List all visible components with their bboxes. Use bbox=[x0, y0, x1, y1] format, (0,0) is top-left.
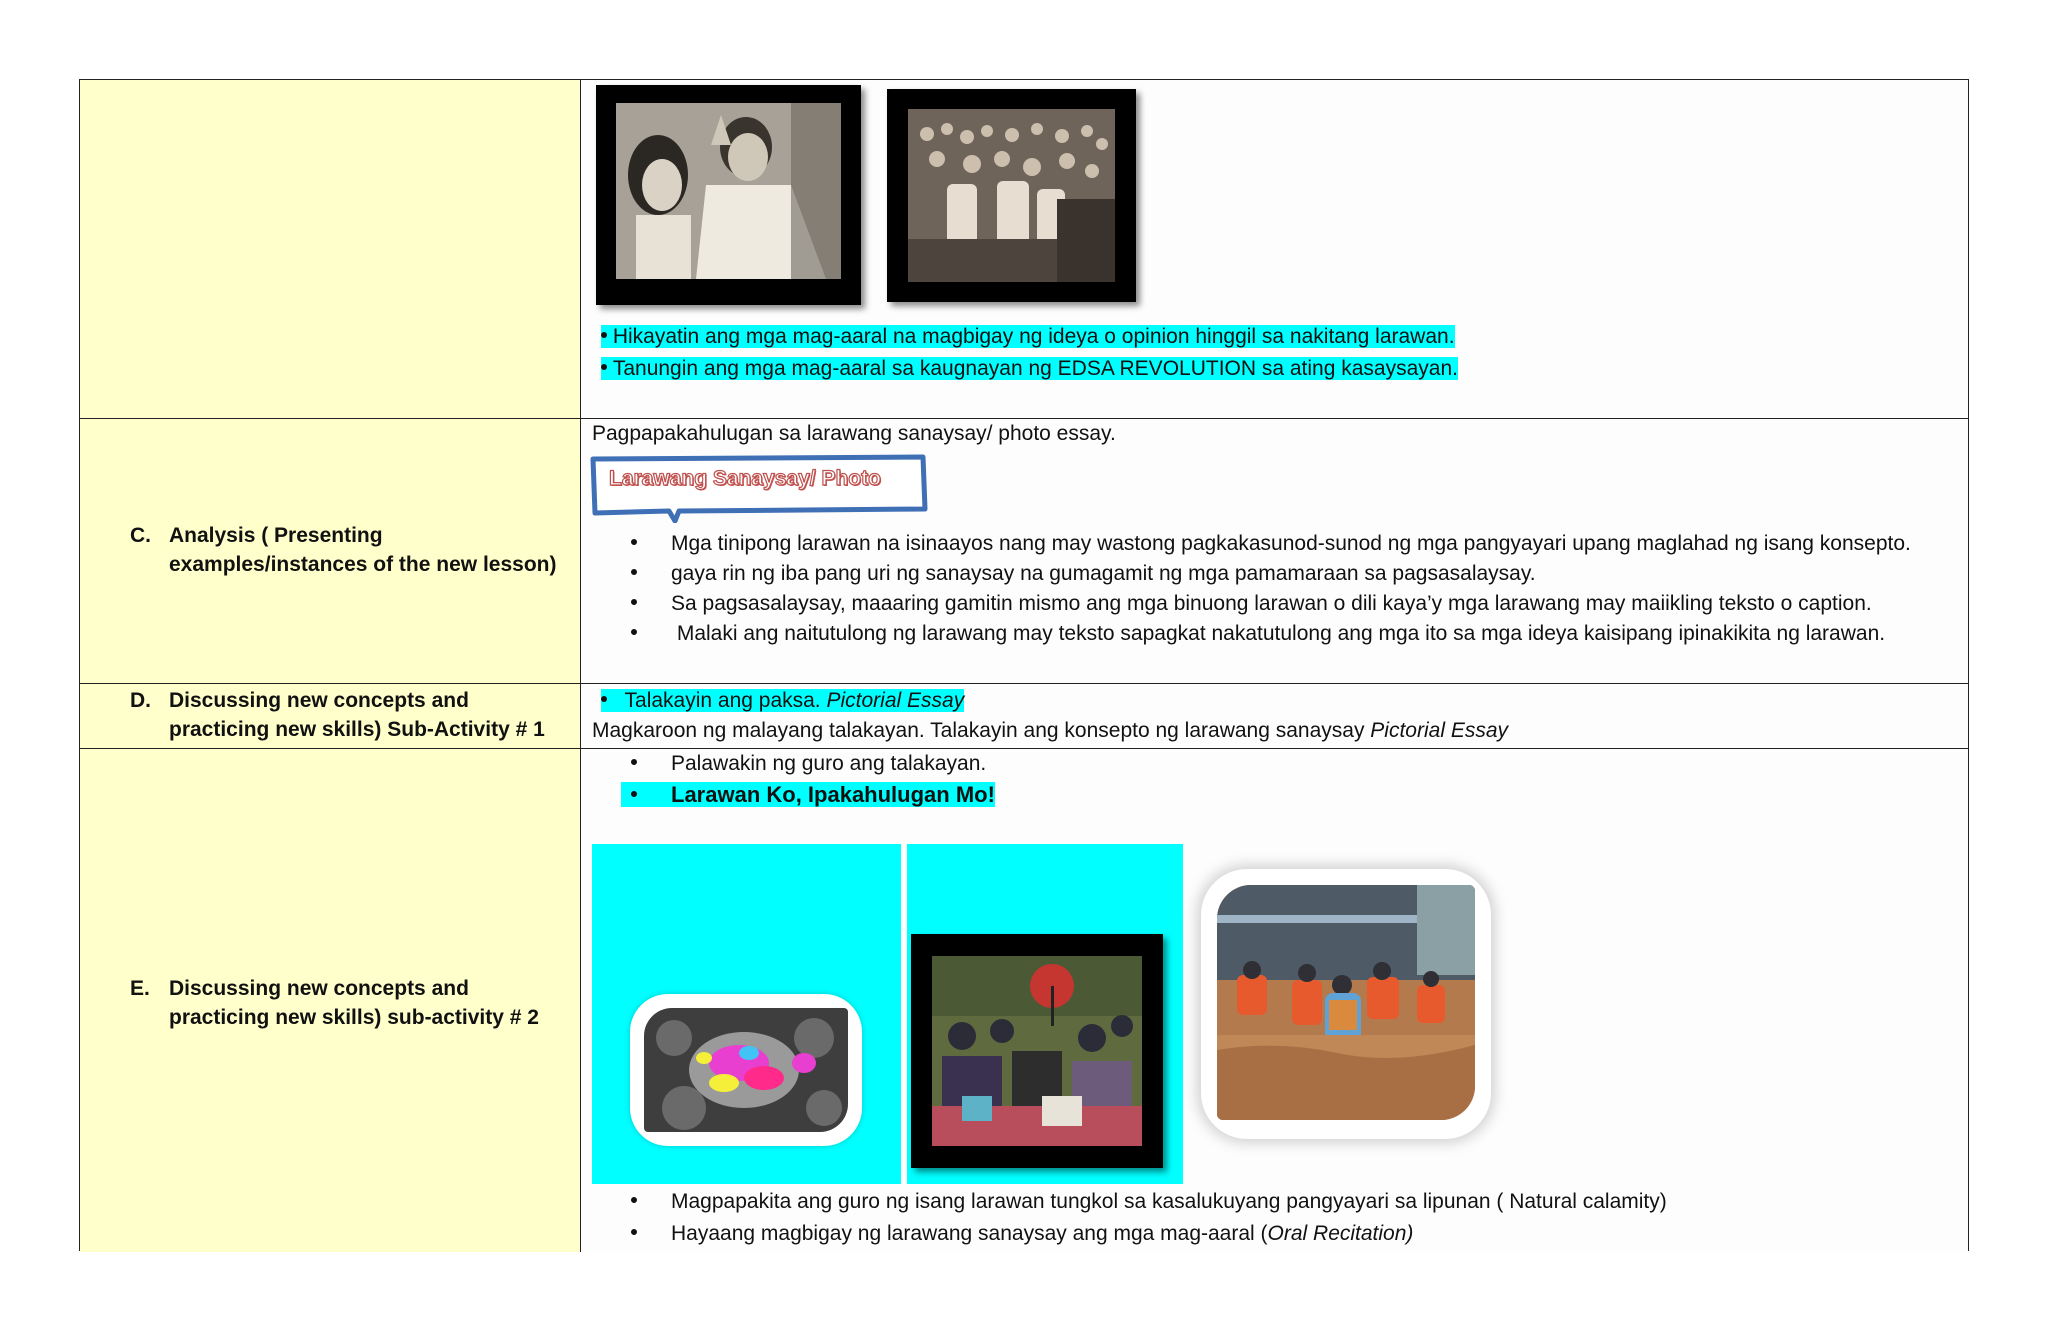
typhoon-photo-frame bbox=[630, 994, 862, 1146]
discussion-italic-text: Pictorial Essay bbox=[1370, 719, 1509, 742]
bullet-text: Tanungin ang mga mag-aaral sa kaugnayan ng EDSA REVOLUTION sa ating kasaysayan. bbox=[612, 357, 1458, 380]
bullet-text: gaya rin ng iba pang uri ng sanaysay na gumagamit ng mga pamamaraan sa pagsasalaysay. bbox=[671, 562, 1536, 585]
discussion-text: Magkaroon ng malayang talakayan. Talakayin ang konsepto ng larawang sanaysay bbox=[592, 719, 1371, 742]
bullet-item bbox=[631, 1187, 1667, 1216]
bullet-text: Palawakin ng guro ang talakayan. bbox=[671, 752, 987, 775]
relief-photo-frame bbox=[911, 934, 1163, 1168]
row-label-cell bbox=[80, 80, 581, 418]
bullet-text: Malaki ang naitutulong ng larawang may teksto sapagkat nakatutulong ang mga ito sa mga ideya kaisipang ipinakikita ng larawan. bbox=[671, 622, 1886, 645]
row-content-cell bbox=[581, 684, 1968, 748]
bullet-text: Hikayatin ang mga mag-aaral na magbigay ng ideya o opinion hinggil sa nakitang larawan. bbox=[612, 325, 1455, 348]
bullet-dot-icon bbox=[631, 1229, 637, 1235]
relief-crowd-photo bbox=[932, 956, 1142, 1146]
table-row-edsa bbox=[80, 80, 1968, 419]
bullet-item bbox=[621, 780, 995, 809]
row-content-cell bbox=[581, 749, 1968, 1252]
row-label-cell bbox=[80, 419, 581, 683]
row-label-text: Discussing new concepts and practicing new skills) Sub-Activity # 1 bbox=[169, 689, 545, 741]
bullet-item bbox=[601, 322, 1455, 351]
bullet-text: Hayaang magbigay ng larawang sanaysay ang mga mag-aaral ( bbox=[671, 1222, 1268, 1245]
bullet-italic-text: Oral Recitation) bbox=[1267, 1222, 1414, 1245]
bullet-dot-icon bbox=[601, 332, 607, 338]
row-label-text: Discussing new concepts and practicing new skills) sub-activity # 2 bbox=[169, 977, 539, 1029]
bullet-dot-icon bbox=[631, 599, 637, 605]
table-row-sub-activity-2 bbox=[80, 749, 1968, 1252]
bullet-dot-icon bbox=[601, 364, 607, 370]
bullet-item bbox=[631, 529, 1911, 558]
bullet-item bbox=[631, 589, 1872, 618]
flood-rescue-photo-frame bbox=[1201, 869, 1491, 1139]
typhoon-panel bbox=[592, 844, 901, 1184]
bullet-dot-icon bbox=[631, 759, 637, 765]
relief-panel bbox=[907, 844, 1183, 1184]
typhoon-satellite-photo bbox=[644, 1008, 848, 1132]
row-content-cell bbox=[581, 419, 1968, 683]
bullet-text: Magpapakita ang guro ng isang larawan tungkol sa kasalukuyang pangyayari sa lipunan ( Natural calamity) bbox=[671, 1190, 1667, 1213]
bullet-italic-text: Pictorial Essay bbox=[826, 689, 965, 712]
row-label-text: Analysis ( Presenting examples/instances of the new lesson) bbox=[169, 524, 557, 576]
row-content-cell bbox=[581, 80, 1968, 418]
table-row-analysis bbox=[80, 419, 1968, 684]
bullet-item bbox=[631, 559, 1536, 588]
photo-essay-callout bbox=[589, 453, 929, 523]
bullet-item bbox=[601, 686, 964, 715]
row-label bbox=[130, 521, 570, 579]
bullet-text: Larawan Ko, Ipakahulugan Mo! bbox=[671, 782, 995, 807]
discussion-line bbox=[592, 716, 1508, 745]
row-label bbox=[130, 686, 570, 744]
bullet-dot-icon bbox=[601, 696, 607, 702]
row-label-cell bbox=[80, 749, 581, 1252]
lesson-plan-table bbox=[79, 79, 1969, 1251]
bullet-dot-icon bbox=[631, 539, 637, 545]
bullet-item bbox=[631, 619, 1885, 648]
row-label-letter: C. bbox=[130, 524, 151, 547]
flood-rescue-photo bbox=[1217, 885, 1475, 1120]
table-row-sub-activity-1 bbox=[80, 684, 1968, 749]
bullet-text: Sa pagsasalaysay, maaaring gamitin mismo ang mga binuong larawan o dili kaya’y mga larawang may maiikling teksto o caption. bbox=[671, 592, 1872, 615]
marcos-photo bbox=[596, 85, 861, 305]
bullet-dot-icon bbox=[631, 791, 637, 797]
bullet-dot-icon bbox=[631, 629, 637, 635]
row-label bbox=[130, 974, 570, 1032]
row-label-letter: D. bbox=[130, 689, 151, 712]
bullet-item bbox=[601, 354, 1458, 383]
callout-text: Larawang Sanaysay/ Photo bbox=[609, 467, 881, 490]
bullet-item bbox=[631, 1219, 1413, 1248]
row-label-letter: E. bbox=[130, 977, 150, 1000]
bullet-dot-icon bbox=[631, 1197, 637, 1203]
intro-text: Pagpapakahulugan sa larawang sanaysay/ photo essay. bbox=[592, 422, 1116, 445]
bullet-dot-icon bbox=[631, 569, 637, 575]
bullet-text: Talakayin ang paksa. bbox=[624, 689, 827, 712]
row-label-cell bbox=[80, 684, 581, 748]
bullet-item bbox=[631, 749, 986, 778]
edsa-crowd-photo bbox=[887, 89, 1136, 302]
bullet-text: Mga tinipong larawan na isinaayos nang may wastong pagkakasunod-sunod ng mga pangyayari upang maglahad ng isang konsepto. bbox=[671, 532, 1911, 555]
